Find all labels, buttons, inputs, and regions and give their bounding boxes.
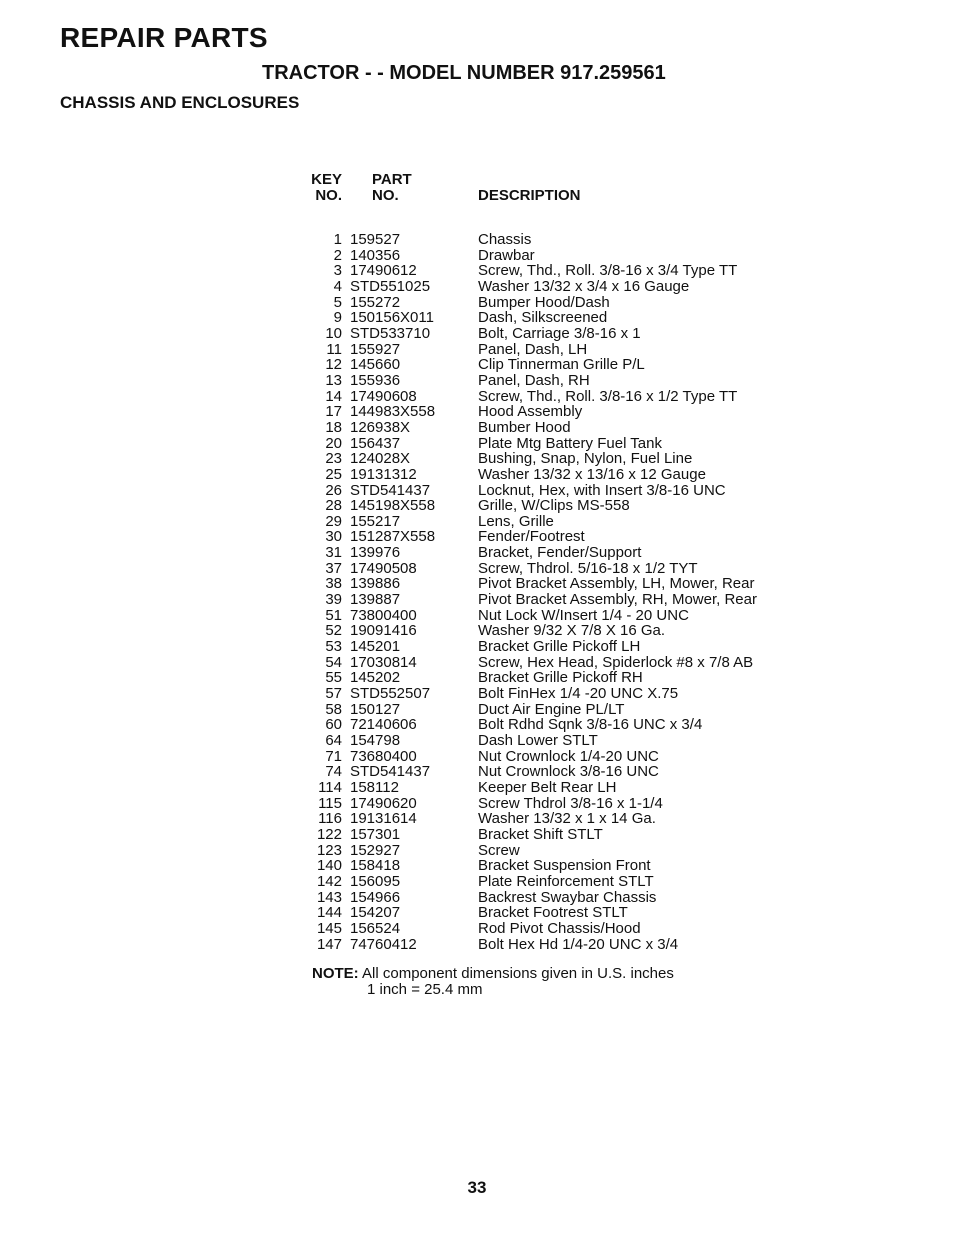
part-no-cell: 17030814 — [350, 653, 417, 671]
part-no-cell: 144983X558 — [350, 403, 436, 421]
description-cell: Duct Air Engine PL/LT — [478, 700, 625, 718]
column-header-part-line2: NO. — [372, 187, 399, 204]
key-no-cell: 14 — [325, 387, 342, 405]
key-no-cell: 11 — [326, 340, 342, 358]
table-row — [308, 655, 798, 671]
key-no-cell: 25 — [325, 465, 342, 483]
section-title: CHASSIS AND ENCLOSURES — [60, 93, 300, 112]
part-no-cell: 140356 — [350, 246, 401, 264]
part-no-cell: 73800400 — [350, 606, 417, 624]
key-no-cell: 57 — [325, 685, 342, 703]
key-no-cell: 145 — [316, 919, 342, 937]
key-no-cell: 2 — [333, 246, 342, 264]
parts-table-body — [308, 232, 798, 952]
key-no-cell: 3 — [333, 262, 342, 280]
part-no-cell: STD552507 — [350, 685, 431, 703]
table-row — [308, 451, 798, 467]
key-no-cell: 10 — [325, 324, 342, 342]
part-no-cell: 19091416 — [350, 622, 417, 640]
table-row — [308, 514, 798, 530]
column-header-key-line2: NO. — [315, 187, 342, 204]
part-no-cell: 152927 — [350, 841, 401, 859]
key-no-cell: 38 — [325, 575, 342, 593]
note — [312, 966, 674, 998]
key-no-cell: 18 — [325, 418, 342, 436]
key-no-cell: 28 — [325, 497, 342, 515]
table-row — [308, 749, 798, 765]
description-cell: Bolt Rdhd Sqnk 3/8-16 UNC x 3/4 — [478, 716, 703, 734]
table-row — [308, 310, 798, 326]
part-no-cell: 19131312 — [350, 465, 417, 483]
part-no-cell: 154207 — [350, 904, 401, 922]
description-cell: Panel, Dash, RH — [478, 371, 590, 389]
key-no-cell: 12 — [325, 356, 342, 374]
table-row — [308, 764, 798, 780]
description-cell: Nut Crownlock 1/4-20 UNC — [478, 747, 659, 765]
part-no-cell: 156437 — [350, 434, 401, 452]
part-no-cell: 150127 — [350, 700, 401, 718]
description-cell: Bolt FinHex 1/4 -20 UNC X.75 — [478, 685, 679, 703]
key-no-cell: 4 — [333, 277, 342, 295]
part-no-cell: 17490508 — [350, 559, 417, 577]
key-no-cell: 58 — [325, 700, 342, 718]
part-no-cell: STD541437 — [350, 481, 431, 499]
key-no-cell: 5 — [333, 293, 342, 311]
table-row — [308, 623, 798, 639]
part-no-cell: 154966 — [350, 888, 401, 906]
table-row — [308, 436, 798, 452]
table-row — [308, 342, 798, 358]
part-no-cell: 155927 — [350, 340, 401, 358]
part-no-cell: 157301 — [350, 825, 401, 843]
table-row — [308, 702, 798, 718]
column-header-description: DESCRIPTION — [478, 187, 581, 204]
part-no-cell: 156095 — [350, 872, 401, 890]
key-no-cell: 143 — [316, 888, 342, 906]
key-no-cell: 51 — [325, 606, 342, 624]
part-no-cell: 139886 — [350, 575, 401, 593]
part-no-cell: 17490620 — [350, 794, 417, 812]
key-no-cell: 144 — [316, 904, 342, 922]
note-line1: All component dimensions given in U.S. inches — [362, 965, 674, 982]
description-cell: Screw, Thdrol. 5/16-18 x 1/2 TYT — [478, 559, 698, 577]
column-header-key-line1: KEY — [311, 171, 342, 188]
key-no-cell: 53 — [325, 638, 342, 656]
part-no-cell: 154798 — [350, 732, 401, 749]
note-label: NOTE: — [312, 965, 359, 982]
key-no-cell: 17 — [325, 403, 342, 421]
description-cell: Washer 13/32 x 13/16 x 12 Gauge — [478, 465, 706, 483]
part-no-cell: 72140606 — [350, 716, 417, 734]
table-row — [308, 874, 798, 890]
page-title: REPAIR PARTS — [60, 22, 268, 53]
table-row — [308, 357, 798, 373]
table-row — [308, 373, 798, 389]
table-row — [308, 937, 798, 953]
key-no-cell: 37 — [325, 559, 342, 577]
description-cell: Locknut, Hex, with Insert 3/8-16 UNC — [478, 481, 726, 499]
table-row — [308, 796, 798, 812]
column-header-part-no — [350, 172, 478, 232]
table-row — [308, 326, 798, 342]
part-no-cell: 139887 — [350, 591, 401, 609]
description-cell: Grille, W/Clips MS-558 — [478, 497, 630, 515]
table-row — [308, 670, 798, 686]
table-row — [308, 905, 798, 921]
description-cell: Bracket Grille Pickoff LH — [478, 638, 641, 656]
table-row — [308, 592, 798, 608]
table-row — [308, 608, 798, 624]
description-cell: Screw — [478, 841, 520, 859]
table-row — [308, 733, 798, 749]
description-cell: Fender/Footrest — [478, 528, 585, 546]
part-no-cell: 156524 — [350, 919, 401, 937]
description-cell: Bumper Hood/Dash — [478, 293, 610, 311]
description-cell: Lens, Grille — [478, 512, 554, 530]
key-no-cell: 122 — [316, 825, 342, 843]
page-subtitle: TRACTOR - - MODEL NUMBER 917.259561 — [262, 62, 666, 84]
note-line2: 1 inch = 25.4 mm — [367, 981, 483, 998]
description-cell: Clip Tinnerman Grille P/L — [478, 356, 645, 374]
description-cell: Bushing, Snap, Nylon, Fuel Line — [478, 450, 693, 468]
key-no-cell: 13 — [325, 371, 342, 389]
key-no-cell: 20 — [325, 434, 342, 452]
table-row — [308, 811, 798, 827]
key-no-cell: 9 — [333, 309, 342, 327]
description-cell: Washer 9/32 X 7/8 X 16 Ga. — [478, 622, 666, 640]
description-cell: Screw, Thd., Roll. 3/8-16 x 1/2 Type TT — [478, 387, 738, 405]
table-row — [308, 576, 798, 592]
part-no-cell: 139976 — [350, 544, 401, 562]
table-row — [308, 921, 798, 937]
page-number: 33 — [467, 1178, 487, 1197]
description-cell: Washer 13/32 x 3/4 x 16 Gauge — [478, 277, 690, 295]
description-cell: Pivot Bracket Assembly, LH, Mower, Rear — [478, 575, 755, 593]
key-no-cell: 1 — [333, 231, 342, 248]
key-no-cell: 52 — [325, 622, 342, 640]
table-row — [308, 686, 798, 702]
part-no-cell: 155272 — [350, 293, 401, 311]
table-row — [308, 295, 798, 311]
key-no-cell: 142 — [316, 872, 342, 890]
table-row — [308, 263, 798, 279]
table-row — [308, 483, 798, 499]
table-row — [308, 389, 798, 405]
parts-table — [308, 172, 798, 952]
key-no-cell: 147 — [316, 935, 342, 953]
description-cell: Screw Thdrol 3/8-16 x 1-1/4 — [478, 794, 663, 812]
description-cell: Drawbar — [478, 246, 535, 264]
part-no-cell: 124028X — [350, 450, 411, 468]
key-no-cell: 114 — [318, 778, 342, 796]
part-no-cell: 74760412 — [350, 935, 417, 953]
table-row — [308, 529, 798, 545]
key-no-cell: 60 — [325, 716, 342, 734]
table-row — [308, 545, 798, 561]
key-no-cell: 140 — [316, 857, 342, 875]
description-cell: Backrest Swaybar Chassis — [478, 888, 657, 906]
key-no-cell: 30 — [325, 528, 342, 546]
description-cell: Screw, Hex Head, Spiderlock #8 x 7/8 AB — [478, 653, 754, 671]
part-no-cell: 151287X558 — [350, 528, 436, 546]
description-cell: Pivot Bracket Assembly, RH, Mower, Rear — [478, 591, 757, 609]
description-cell: Panel, Dash, LH — [478, 340, 588, 358]
description-cell: Nut Lock W/Insert 1/4 - 20 UNC — [478, 606, 689, 624]
table-row — [308, 232, 798, 248]
table-row — [308, 467, 798, 483]
description-cell: Washer 13/32 x 1 x 14 Ga. — [478, 810, 656, 828]
part-no-cell: 145660 — [350, 356, 401, 374]
table-row — [308, 843, 798, 859]
description-cell: Nut Crownlock 3/8-16 UNC — [478, 763, 659, 781]
table-row — [308, 780, 798, 796]
key-no-cell: 26 — [325, 481, 342, 499]
description-cell: Rod Pivot Chassis/Hood — [478, 919, 641, 937]
part-no-cell: 73680400 — [350, 747, 417, 765]
part-no-cell: 158418 — [350, 857, 401, 875]
description-cell: Hood Assembly — [478, 403, 583, 421]
description-cell: Plate Mtg Battery Fuel Tank — [478, 434, 662, 452]
description-cell: Bumber Hood — [478, 418, 571, 436]
column-header-key-no — [308, 172, 350, 232]
table-row — [308, 404, 798, 420]
table-row — [308, 498, 798, 514]
description-cell: Bracket, Fender/Support — [478, 544, 642, 562]
part-no-cell: 155217 — [350, 512, 401, 530]
description-cell: Plate Reinforcement STLT — [478, 872, 654, 890]
part-no-cell: STD551025 — [350, 277, 431, 295]
key-no-cell: 23 — [325, 450, 342, 468]
part-no-cell: 155936 — [350, 371, 401, 389]
key-no-cell: 115 — [318, 794, 342, 812]
description-cell: Screw, Thd., Roll. 3/8-16 x 3/4 Type TT — [478, 262, 738, 280]
part-no-cell: STD533710 — [350, 324, 431, 342]
table-row — [308, 561, 798, 577]
key-no-cell: 64 — [325, 732, 342, 749]
key-no-cell: 123 — [316, 841, 342, 859]
table-row — [308, 639, 798, 655]
description-cell: Bracket Shift STLT — [478, 825, 603, 843]
key-no-cell: 39 — [325, 591, 342, 609]
table-row — [308, 248, 798, 264]
table-header-row — [308, 172, 798, 232]
table-row — [308, 279, 798, 295]
key-no-cell: 29 — [325, 512, 342, 530]
table-row — [308, 420, 798, 436]
table-row — [308, 717, 798, 733]
part-no-cell: 150156X011 — [350, 309, 434, 327]
description-cell: Keeper Belt Rear LH — [478, 778, 617, 796]
part-no-cell: 145201 — [350, 638, 401, 656]
part-no-cell: 159527 — [350, 231, 401, 248]
part-no-cell: 145202 — [350, 669, 401, 687]
part-no-cell: 17490608 — [350, 387, 417, 405]
key-no-cell: 55 — [325, 669, 342, 687]
part-no-cell: STD541437 — [350, 763, 431, 781]
description-cell: Bracket Footrest STLT — [478, 904, 628, 922]
description-cell: Dash, Silkscreened — [478, 309, 608, 327]
table-row — [308, 827, 798, 843]
key-no-cell: 71 — [325, 747, 342, 765]
table-row — [308, 858, 798, 874]
column-header-part-line1: PART — [372, 171, 412, 188]
key-no-cell: 31 — [325, 544, 342, 562]
part-no-cell: 145198X558 — [350, 497, 436, 515]
table-row — [308, 890, 798, 906]
description-cell: Bracket Suspension Front — [478, 857, 651, 875]
description-cell: Bolt, Carriage 3/8-16 x 1 — [478, 324, 641, 342]
key-no-cell: 74 — [325, 763, 342, 781]
part-no-cell: 126938X — [350, 418, 411, 436]
description-cell: Dash Lower STLT — [478, 732, 598, 749]
part-no-cell: 17490612 — [350, 262, 417, 280]
part-no-cell: 19131614 — [350, 810, 417, 828]
part-no-cell: 158112 — [350, 778, 399, 796]
description-cell: Chassis — [478, 231, 532, 248]
key-no-cell: 54 — [325, 653, 342, 671]
key-no-cell: 116 — [318, 810, 342, 828]
description-cell: Bracket Grille Pickoff RH — [478, 669, 643, 687]
description-cell: Bolt Hex Hd 1/4-20 UNC x 3/4 — [478, 935, 679, 953]
